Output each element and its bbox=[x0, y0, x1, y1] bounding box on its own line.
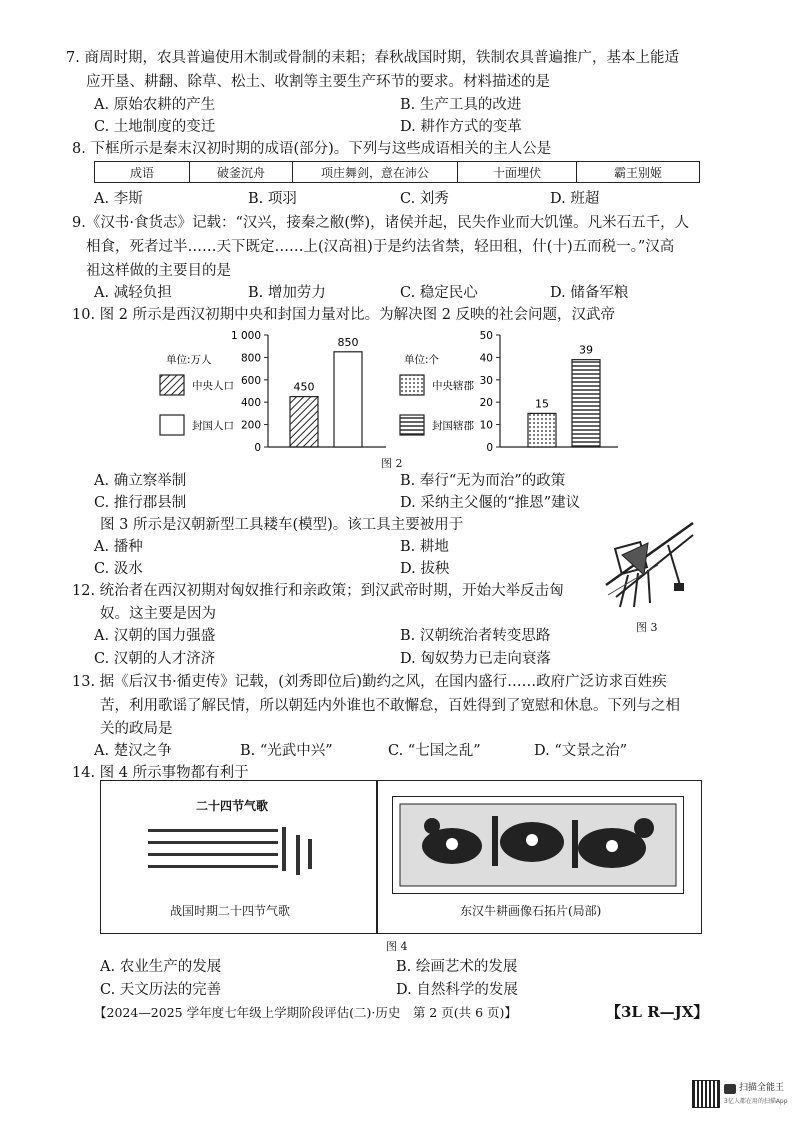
q8-option-b[interactable]: B. 项羽 bbox=[248, 191, 297, 207]
solar-terms-caption: 战国时期二十四节气歌 bbox=[170, 904, 291, 918]
q12-option-d[interactable]: D. 匈奴势力已走向衰落 bbox=[400, 651, 551, 667]
data-label: 39 bbox=[579, 343, 593, 357]
q10-option-b[interactable]: B. 奉行“无为而治”的政策 bbox=[400, 473, 566, 489]
q11-option-a[interactable]: A. 播种 bbox=[94, 539, 143, 555]
q11-line1: 图 3 所示是汉朝新型工具耧车(模型)。该工具主要被用于 bbox=[100, 517, 464, 533]
bar-中央人口 bbox=[290, 397, 318, 447]
unit-label: 单位:个 bbox=[404, 354, 440, 366]
q11-option-b[interactable]: B. 耕地 bbox=[400, 539, 449, 555]
q9-option-d[interactable]: D. 储备军粮 bbox=[550, 285, 629, 301]
q14-option-b[interactable]: B. 绘画艺术的发展 bbox=[396, 959, 518, 975]
bar-中央辖郡 bbox=[528, 413, 556, 447]
scanner-sub: 3亿人都在用的扫描App bbox=[724, 1098, 788, 1105]
y-tick-label: 800 bbox=[240, 352, 261, 365]
y-tick-label: 40 bbox=[479, 352, 493, 365]
idiom-cell: 霸王别姬 bbox=[577, 162, 700, 183]
ox-plowing-caption: 东汉牛耕画像石拓片(局部) bbox=[460, 904, 602, 918]
scanner-logo-icon bbox=[724, 1084, 736, 1094]
legend-swatch bbox=[400, 415, 424, 435]
q7-line1: 7. 商周时期，农具普遍使用木制或骨制的耒耜；春秋战国时期，铁制农具普遍推广，基本上能适 bbox=[66, 50, 679, 66]
idiom-cell: 项庄舞剑，意在沛公 bbox=[293, 162, 458, 183]
q10-option-d[interactable]: D. 采纳主父偃的“推恩”建议 bbox=[400, 495, 581, 511]
paper-code: 【3L R—JX】 bbox=[606, 1003, 709, 1021]
q13-option-b[interactable]: B. “光武中兴” bbox=[240, 743, 333, 759]
q10-option-c[interactable]: C. 推行郡县制 bbox=[94, 495, 187, 511]
ox-plowing-rubbing-image bbox=[392, 796, 684, 894]
q14-line1: 14. 图 4 所示事物都有利于 bbox=[72, 765, 249, 781]
q14-option-d[interactable]: D. 自然科学的发展 bbox=[396, 982, 518, 998]
legend-label: 封国辖郡 bbox=[432, 420, 474, 432]
q10-option-a[interactable]: A. 确立察举制 bbox=[94, 473, 187, 489]
q13-option-a[interactable]: A. 楚汉之争 bbox=[94, 743, 172, 759]
y-tick-label: 30 bbox=[479, 374, 493, 387]
q8-line1: 8. 下框所示是秦末汉初时期的成语(部分)。下列与这些成语相关的主人公是 bbox=[72, 141, 552, 157]
q8-option-a[interactable]: A. 李斯 bbox=[94, 191, 143, 207]
y-tick-label: 1 000 bbox=[230, 330, 261, 342]
q13-line2: 苦，利用歌谣了解民情，所以朝廷内外谁也不敢懈怠，百姓得到了宽慰和休息。下列与之相 bbox=[100, 698, 680, 714]
y-tick-label: 50 bbox=[479, 330, 493, 342]
y-tick-label: 400 bbox=[240, 397, 261, 410]
data-label: 15 bbox=[535, 397, 549, 411]
q9-option-b[interactable]: B. 增加劳力 bbox=[248, 285, 326, 301]
y-tick-label: 600 bbox=[240, 374, 261, 387]
idiom-header: 成语 bbox=[95, 162, 190, 183]
solar-terms-song-image bbox=[148, 825, 328, 887]
q13-line1: 13. 据《后汉书·循吏传》记载，(刘秀即位后)勤约之风，在国内盛行……政府广泛访求百姓疾 bbox=[72, 674, 667, 690]
fig3-caption: 图 3 bbox=[636, 621, 658, 634]
legend-swatch bbox=[160, 375, 184, 395]
qr-code-icon bbox=[692, 1080, 720, 1108]
q13-line3: 关的政局是 bbox=[100, 721, 173, 737]
idiom-cell: 破釜沉舟 bbox=[190, 162, 293, 183]
q8-option-c[interactable]: C. 刘秀 bbox=[400, 191, 449, 207]
y-tick-label: 0 bbox=[486, 442, 493, 454]
q12-option-b[interactable]: B. 汉朝统治者转变思路 bbox=[400, 628, 551, 644]
legend-swatch bbox=[160, 415, 184, 435]
q7-option-b[interactable]: B. 生产工具的改进 bbox=[400, 97, 522, 113]
q9-option-c[interactable]: C. 稳定民心 bbox=[400, 285, 478, 301]
q10-line1: 10. 图 2 所示是西汉初期中央和封国力量对比。为解决图 2 反映的社会问题，汉武帝 bbox=[72, 307, 616, 323]
y-tick-label: 20 bbox=[479, 397, 493, 410]
y-tick-label: 10 bbox=[479, 419, 493, 432]
solar-terms-song-title: 二十四节气歌 bbox=[196, 799, 269, 813]
q14-option-a[interactable]: A. 农业生产的发展 bbox=[100, 959, 222, 975]
data-label: 850 bbox=[337, 335, 359, 349]
unit-label: 单位:万人 bbox=[166, 354, 212, 366]
data-label: 450 bbox=[293, 380, 315, 394]
q12-option-c[interactable]: C. 汉朝的人才济济 bbox=[94, 651, 216, 667]
q8-option-d[interactable]: D. 班超 bbox=[550, 191, 600, 207]
q12-line2: 奴。这主要是因为 bbox=[100, 606, 216, 622]
q7-option-a[interactable]: A. 原始农耕的产生 bbox=[94, 97, 216, 113]
q7-option-d[interactable]: D. 耕作方式的变革 bbox=[400, 119, 522, 135]
q7-option-c[interactable]: C. 土地制度的变迁 bbox=[94, 119, 216, 135]
q11-option-d[interactable]: D. 拔秧 bbox=[400, 561, 450, 577]
q12-line1: 12. 统治者在西汉初期对匈奴推行和亲政策；到汉武帝时期，开始大举反击匈 bbox=[72, 583, 564, 599]
seed-drill-image bbox=[598, 515, 708, 615]
legend-label: 封国人口 bbox=[192, 420, 234, 432]
scanner-label: 扫描全能王 bbox=[739, 1083, 785, 1093]
q14-option-c[interactable]: C. 天文历法的完善 bbox=[100, 982, 222, 998]
q9-option-a[interactable]: A. 减轻负担 bbox=[94, 285, 172, 301]
page-footer: 【2024—2025 学年度七年级上学期阶段评估(二)·历史 第 2 页(共 6 页)】 bbox=[94, 1005, 517, 1020]
q11-option-c[interactable]: C. 汲水 bbox=[94, 561, 143, 577]
figure-4-divider bbox=[376, 780, 378, 934]
q9-line2: 相食，死者过半……天下既定……上(汉高祖)于是约法省禁，轻田租，什(十)五而税一。”汉高 bbox=[86, 239, 675, 255]
legend-label: 中央辖郡 bbox=[432, 380, 474, 392]
fig2-caption: 图 2 bbox=[381, 457, 403, 470]
idiom-table bbox=[94, 161, 700, 183]
y-tick-label: 0 bbox=[254, 442, 261, 454]
legend-label: 中央人口 bbox=[192, 380, 234, 392]
q7-line2: 应开垦、耕翻、除草、松土、收割等主要生产环节的要求。材料描述的是 bbox=[86, 74, 550, 90]
y-tick-label: 200 bbox=[240, 419, 261, 432]
q9-line1: 9.《汉书·食货志》记载：“汉兴，接秦之敝(弊)，诸侯并起，民失作业而大饥馑。凡米石五千，人 bbox=[72, 215, 690, 231]
q13-option-c[interactable]: C. “七国之乱” bbox=[388, 743, 481, 759]
bar-封国人口 bbox=[334, 352, 362, 447]
q13-option-d[interactable]: D. “文景之治” bbox=[534, 743, 628, 759]
idiom-cell: 十面埋伏 bbox=[458, 162, 577, 183]
bar-封国辖郡 bbox=[572, 360, 600, 447]
q12-option-a[interactable]: A. 汉朝的国力强盛 bbox=[94, 628, 216, 644]
q9-line3: 祖这样做的主要目的是 bbox=[86, 263, 231, 279]
fig4-caption: 图 4 bbox=[386, 940, 408, 953]
legend-swatch bbox=[400, 375, 424, 395]
